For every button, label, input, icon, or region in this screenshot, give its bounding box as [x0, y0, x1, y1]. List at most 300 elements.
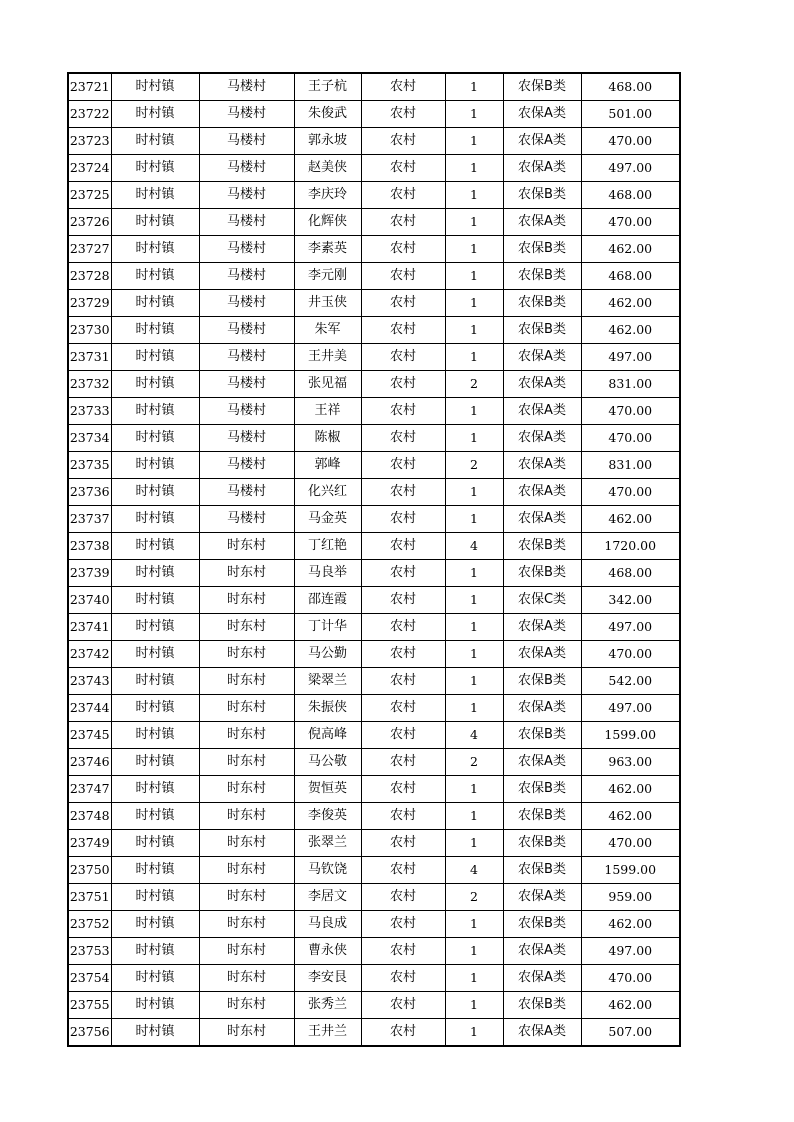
cell-person-name: 邵连霞 [294, 587, 361, 614]
cell-area-type: 农村 [361, 938, 445, 965]
table-row [68, 884, 680, 911]
cell-village: 马楼村 [199, 155, 294, 182]
cell-village: 时东村 [199, 803, 294, 830]
cell-town: 时村镇 [111, 452, 199, 479]
cell-amount: 470.00 [581, 128, 680, 155]
cell-village: 马楼村 [199, 479, 294, 506]
cell-area-type: 农村 [361, 263, 445, 290]
cell-area-type: 农村 [361, 695, 445, 722]
cell-person-name: 马良举 [294, 560, 361, 587]
cell-amount: 468.00 [581, 182, 680, 209]
cell-amount: 470.00 [581, 479, 680, 506]
cell-amount: 462.00 [581, 776, 680, 803]
cell-village: 时东村 [199, 911, 294, 938]
cell-amount: 462.00 [581, 803, 680, 830]
table-row [68, 668, 680, 695]
cell-insurance-category: 农保A类 [503, 695, 581, 722]
cell-household-size: 1 [445, 938, 503, 965]
table-row [68, 722, 680, 749]
cell-village: 马楼村 [199, 425, 294, 452]
document-page [67, 72, 681, 1047]
table-row [68, 506, 680, 533]
table-row [68, 938, 680, 965]
cell-record-number: 23739 [68, 560, 111, 587]
table-row [68, 290, 680, 317]
cell-area-type: 农村 [361, 425, 445, 452]
cell-insurance-category: 农保A类 [503, 128, 581, 155]
table-row [68, 182, 680, 209]
table-row [68, 101, 680, 128]
cell-area-type: 农村 [361, 236, 445, 263]
table-row [68, 317, 680, 344]
cell-record-number: 23744 [68, 695, 111, 722]
cell-insurance-category: 农保A类 [503, 614, 581, 641]
cell-person-name: 李元刚 [294, 263, 361, 290]
cell-town: 时村镇 [111, 398, 199, 425]
cell-record-number: 23731 [68, 344, 111, 371]
cell-person-name: 马金英 [294, 506, 361, 533]
table-row [68, 344, 680, 371]
cell-amount: 507.00 [581, 1019, 680, 1047]
cell-area-type: 农村 [361, 533, 445, 560]
cell-area-type: 农村 [361, 668, 445, 695]
cell-person-name: 张翠兰 [294, 830, 361, 857]
cell-person-name: 井玉侠 [294, 290, 361, 317]
cell-person-name: 朱振侠 [294, 695, 361, 722]
cell-village: 马楼村 [199, 73, 294, 101]
cell-amount: 501.00 [581, 101, 680, 128]
cell-town: 时村镇 [111, 614, 199, 641]
cell-household-size: 1 [445, 398, 503, 425]
table-row [68, 128, 680, 155]
cell-person-name: 李俊英 [294, 803, 361, 830]
cell-insurance-category: 农保B类 [503, 776, 581, 803]
cell-record-number: 23734 [68, 425, 111, 452]
cell-insurance-category: 农保B类 [503, 668, 581, 695]
cell-insurance-category: 农保A类 [503, 425, 581, 452]
table-row [68, 857, 680, 884]
cell-area-type: 农村 [361, 722, 445, 749]
cell-insurance-category: 农保B类 [503, 263, 581, 290]
cell-area-type: 农村 [361, 965, 445, 992]
cell-record-number: 23733 [68, 398, 111, 425]
cell-amount: 497.00 [581, 155, 680, 182]
cell-household-size: 1 [445, 695, 503, 722]
cell-household-size: 4 [445, 533, 503, 560]
cell-amount: 462.00 [581, 911, 680, 938]
cell-insurance-category: 农保B类 [503, 182, 581, 209]
cell-household-size: 1 [445, 73, 503, 101]
cell-insurance-category: 农保B类 [503, 290, 581, 317]
table-row [68, 1019, 680, 1047]
cell-town: 时村镇 [111, 830, 199, 857]
cell-household-size: 1 [445, 803, 503, 830]
cell-household-size: 1 [445, 587, 503, 614]
cell-insurance-category: 农保B类 [503, 533, 581, 560]
cell-amount: 497.00 [581, 614, 680, 641]
cell-household-size: 1 [445, 506, 503, 533]
cell-town: 时村镇 [111, 695, 199, 722]
cell-insurance-category: 农保A类 [503, 371, 581, 398]
cell-town: 时村镇 [111, 182, 199, 209]
cell-record-number: 23721 [68, 73, 111, 101]
cell-town: 时村镇 [111, 1019, 199, 1047]
cell-person-name: 曹永侠 [294, 938, 361, 965]
cell-insurance-category: 农保A类 [503, 344, 581, 371]
cell-area-type: 农村 [361, 209, 445, 236]
cell-village: 马楼村 [199, 236, 294, 263]
cell-household-size: 1 [445, 830, 503, 857]
cell-person-name: 梁翠兰 [294, 668, 361, 695]
cell-town: 时村镇 [111, 128, 199, 155]
cell-town: 时村镇 [111, 73, 199, 101]
cell-insurance-category: 农保B类 [503, 857, 581, 884]
cell-amount: 497.00 [581, 695, 680, 722]
cell-village: 马楼村 [199, 128, 294, 155]
cell-record-number: 23728 [68, 263, 111, 290]
cell-amount: 831.00 [581, 371, 680, 398]
cell-person-name: 马良成 [294, 911, 361, 938]
cell-village: 马楼村 [199, 398, 294, 425]
cell-person-name: 王井美 [294, 344, 361, 371]
cell-village: 时东村 [199, 533, 294, 560]
cell-town: 时村镇 [111, 236, 199, 263]
cell-amount: 963.00 [581, 749, 680, 776]
cell-town: 时村镇 [111, 641, 199, 668]
cell-town: 时村镇 [111, 371, 199, 398]
cell-area-type: 农村 [361, 749, 445, 776]
cell-insurance-category: 农保B类 [503, 560, 581, 587]
cell-household-size: 1 [445, 1019, 503, 1047]
cell-village: 时东村 [199, 560, 294, 587]
cell-household-size: 4 [445, 857, 503, 884]
cell-area-type: 农村 [361, 857, 445, 884]
cell-area-type: 农村 [361, 884, 445, 911]
table-row [68, 73, 680, 101]
cell-area-type: 农村 [361, 506, 445, 533]
cell-village: 时东村 [199, 857, 294, 884]
table-row [68, 776, 680, 803]
cell-village: 时东村 [199, 587, 294, 614]
cell-household-size: 1 [445, 344, 503, 371]
cell-person-name: 张见福 [294, 371, 361, 398]
cell-area-type: 农村 [361, 587, 445, 614]
cell-household-size: 1 [445, 479, 503, 506]
cell-village: 时东村 [199, 992, 294, 1019]
cell-household-size: 1 [445, 128, 503, 155]
cell-insurance-category: 农保A类 [503, 398, 581, 425]
cell-insurance-category: 农保A类 [503, 452, 581, 479]
cell-village: 马楼村 [199, 452, 294, 479]
cell-household-size: 1 [445, 236, 503, 263]
cell-record-number: 23722 [68, 101, 111, 128]
cell-household-size: 1 [445, 317, 503, 344]
cell-area-type: 农村 [361, 992, 445, 1019]
cell-record-number: 23738 [68, 533, 111, 560]
cell-village: 时东村 [199, 749, 294, 776]
cell-amount: 342.00 [581, 587, 680, 614]
cell-town: 时村镇 [111, 344, 199, 371]
cell-record-number: 23735 [68, 452, 111, 479]
cell-amount: 497.00 [581, 938, 680, 965]
cell-household-size: 1 [445, 209, 503, 236]
cell-insurance-category: 农保B类 [503, 911, 581, 938]
cell-household-size: 2 [445, 884, 503, 911]
cell-amount: 831.00 [581, 452, 680, 479]
cell-area-type: 农村 [361, 452, 445, 479]
cell-amount: 462.00 [581, 506, 680, 533]
cell-record-number: 23726 [68, 209, 111, 236]
roster-body [68, 73, 680, 1046]
cell-insurance-category: 农保A类 [503, 479, 581, 506]
cell-amount: 468.00 [581, 73, 680, 101]
cell-person-name: 化兴红 [294, 479, 361, 506]
cell-person-name: 李庆玲 [294, 182, 361, 209]
cell-amount: 959.00 [581, 884, 680, 911]
cell-insurance-category: 农保A类 [503, 209, 581, 236]
table-row [68, 371, 680, 398]
cell-insurance-category: 农保B类 [503, 722, 581, 749]
cell-household-size: 1 [445, 992, 503, 1019]
cell-town: 时村镇 [111, 263, 199, 290]
cell-amount: 542.00 [581, 668, 680, 695]
cell-area-type: 农村 [361, 641, 445, 668]
cell-household-size: 1 [445, 776, 503, 803]
cell-amount: 470.00 [581, 425, 680, 452]
cell-insurance-category: 农保B类 [503, 236, 581, 263]
cell-amount: 470.00 [581, 965, 680, 992]
cell-amount: 1599.00 [581, 857, 680, 884]
cell-record-number: 23730 [68, 317, 111, 344]
table-row [68, 533, 680, 560]
cell-area-type: 农村 [361, 911, 445, 938]
cell-record-number: 23737 [68, 506, 111, 533]
cell-record-number: 23748 [68, 803, 111, 830]
cell-record-number: 23755 [68, 992, 111, 1019]
cell-town: 时村镇 [111, 533, 199, 560]
cell-household-size: 1 [445, 425, 503, 452]
cell-village: 马楼村 [199, 371, 294, 398]
cell-village: 时东村 [199, 668, 294, 695]
cell-insurance-category: 农保A类 [503, 749, 581, 776]
cell-person-name: 贺恒英 [294, 776, 361, 803]
table-row [68, 398, 680, 425]
cell-insurance-category: 农保A类 [503, 101, 581, 128]
cell-village: 时东村 [199, 884, 294, 911]
cell-person-name: 李安艮 [294, 965, 361, 992]
cell-village: 时东村 [199, 695, 294, 722]
cell-record-number: 23747 [68, 776, 111, 803]
cell-amount: 1720.00 [581, 533, 680, 560]
cell-person-name: 郭永坡 [294, 128, 361, 155]
cell-person-name: 王井兰 [294, 1019, 361, 1047]
cell-person-name: 李素英 [294, 236, 361, 263]
cell-household-size: 2 [445, 749, 503, 776]
cell-town: 时村镇 [111, 155, 199, 182]
cell-household-size: 1 [445, 641, 503, 668]
cell-town: 时村镇 [111, 101, 199, 128]
cell-record-number: 23749 [68, 830, 111, 857]
cell-town: 时村镇 [111, 992, 199, 1019]
table-row [68, 614, 680, 641]
cell-town: 时村镇 [111, 749, 199, 776]
cell-person-name: 马公敬 [294, 749, 361, 776]
cell-amount: 470.00 [581, 209, 680, 236]
cell-household-size: 1 [445, 101, 503, 128]
table-row [68, 911, 680, 938]
cell-household-size: 1 [445, 614, 503, 641]
cell-household-size: 1 [445, 290, 503, 317]
cell-record-number: 23724 [68, 155, 111, 182]
cell-person-name: 倪高峰 [294, 722, 361, 749]
cell-person-name: 张秀兰 [294, 992, 361, 1019]
cell-village: 时东村 [199, 614, 294, 641]
cell-person-name: 丁红艳 [294, 533, 361, 560]
cell-area-type: 农村 [361, 371, 445, 398]
cell-insurance-category: 农保A类 [503, 1019, 581, 1047]
table-row [68, 155, 680, 182]
cell-town: 时村镇 [111, 938, 199, 965]
cell-insurance-category: 农保A类 [503, 938, 581, 965]
roster-table [67, 72, 681, 1047]
cell-record-number: 23752 [68, 911, 111, 938]
cell-amount: 468.00 [581, 263, 680, 290]
cell-record-number: 23756 [68, 1019, 111, 1047]
cell-area-type: 农村 [361, 398, 445, 425]
cell-insurance-category: 农保B类 [503, 992, 581, 1019]
cell-area-type: 农村 [361, 128, 445, 155]
cell-town: 时村镇 [111, 479, 199, 506]
cell-person-name: 王祥 [294, 398, 361, 425]
cell-record-number: 23725 [68, 182, 111, 209]
table-row [68, 479, 680, 506]
cell-town: 时村镇 [111, 857, 199, 884]
cell-household-size: 1 [445, 911, 503, 938]
cell-household-size: 4 [445, 722, 503, 749]
cell-village: 马楼村 [199, 506, 294, 533]
cell-area-type: 农村 [361, 155, 445, 182]
cell-person-name: 李居文 [294, 884, 361, 911]
cell-person-name: 王子杭 [294, 73, 361, 101]
cell-record-number: 23750 [68, 857, 111, 884]
cell-household-size: 2 [445, 371, 503, 398]
cell-person-name: 朱俊武 [294, 101, 361, 128]
cell-person-name: 化辉侠 [294, 209, 361, 236]
cell-village: 马楼村 [199, 344, 294, 371]
table-row [68, 236, 680, 263]
cell-town: 时村镇 [111, 911, 199, 938]
cell-village: 马楼村 [199, 263, 294, 290]
table-row [68, 587, 680, 614]
cell-area-type: 农村 [361, 803, 445, 830]
cell-area-type: 农村 [361, 479, 445, 506]
cell-area-type: 农村 [361, 830, 445, 857]
cell-village: 时东村 [199, 938, 294, 965]
table-row [68, 695, 680, 722]
cell-area-type: 农村 [361, 73, 445, 101]
cell-insurance-category: 农保B类 [503, 830, 581, 857]
cell-record-number: 23732 [68, 371, 111, 398]
cell-amount: 1599.00 [581, 722, 680, 749]
cell-insurance-category: 农保B类 [503, 317, 581, 344]
cell-town: 时村镇 [111, 290, 199, 317]
cell-village: 马楼村 [199, 317, 294, 344]
cell-household-size: 1 [445, 560, 503, 587]
cell-person-name: 马公勤 [294, 641, 361, 668]
cell-household-size: 1 [445, 155, 503, 182]
table-row [68, 209, 680, 236]
table-row [68, 641, 680, 668]
cell-area-type: 农村 [361, 101, 445, 128]
cell-town: 时村镇 [111, 965, 199, 992]
cell-village: 时东村 [199, 830, 294, 857]
cell-town: 时村镇 [111, 884, 199, 911]
table-row [68, 452, 680, 479]
cell-insurance-category: 农保A类 [503, 965, 581, 992]
cell-record-number: 23729 [68, 290, 111, 317]
cell-village: 时东村 [199, 776, 294, 803]
cell-household-size: 1 [445, 965, 503, 992]
table-row [68, 803, 680, 830]
cell-record-number: 23742 [68, 641, 111, 668]
cell-town: 时村镇 [111, 506, 199, 533]
cell-amount: 470.00 [581, 398, 680, 425]
cell-amount: 497.00 [581, 344, 680, 371]
cell-record-number: 23727 [68, 236, 111, 263]
cell-town: 时村镇 [111, 425, 199, 452]
cell-record-number: 23751 [68, 884, 111, 911]
table-row [68, 560, 680, 587]
cell-area-type: 农村 [361, 344, 445, 371]
cell-insurance-category: 农保A类 [503, 155, 581, 182]
table-row [68, 263, 680, 290]
cell-village: 时东村 [199, 641, 294, 668]
cell-area-type: 农村 [361, 290, 445, 317]
cell-village: 时东村 [199, 722, 294, 749]
cell-record-number: 23740 [68, 587, 111, 614]
cell-town: 时村镇 [111, 668, 199, 695]
cell-person-name: 马钦饶 [294, 857, 361, 884]
cell-household-size: 1 [445, 182, 503, 209]
table-row [68, 425, 680, 452]
cell-insurance-category: 农保A类 [503, 506, 581, 533]
cell-record-number: 23741 [68, 614, 111, 641]
cell-household-size: 1 [445, 263, 503, 290]
cell-household-size: 2 [445, 452, 503, 479]
cell-area-type: 农村 [361, 614, 445, 641]
cell-insurance-category: 农保A类 [503, 641, 581, 668]
cell-amount: 462.00 [581, 992, 680, 1019]
cell-village: 时东村 [199, 965, 294, 992]
cell-record-number: 23746 [68, 749, 111, 776]
cell-village: 马楼村 [199, 290, 294, 317]
cell-record-number: 23754 [68, 965, 111, 992]
cell-town: 时村镇 [111, 209, 199, 236]
table-row [68, 992, 680, 1019]
cell-area-type: 农村 [361, 317, 445, 344]
cell-village: 马楼村 [199, 101, 294, 128]
cell-town: 时村镇 [111, 317, 199, 344]
cell-town: 时村镇 [111, 776, 199, 803]
cell-record-number: 23743 [68, 668, 111, 695]
cell-village: 时东村 [199, 1019, 294, 1047]
cell-village: 马楼村 [199, 209, 294, 236]
cell-person-name: 陈椒 [294, 425, 361, 452]
cell-town: 时村镇 [111, 560, 199, 587]
cell-person-name: 朱军 [294, 317, 361, 344]
cell-amount: 470.00 [581, 830, 680, 857]
cell-person-name: 赵美侠 [294, 155, 361, 182]
